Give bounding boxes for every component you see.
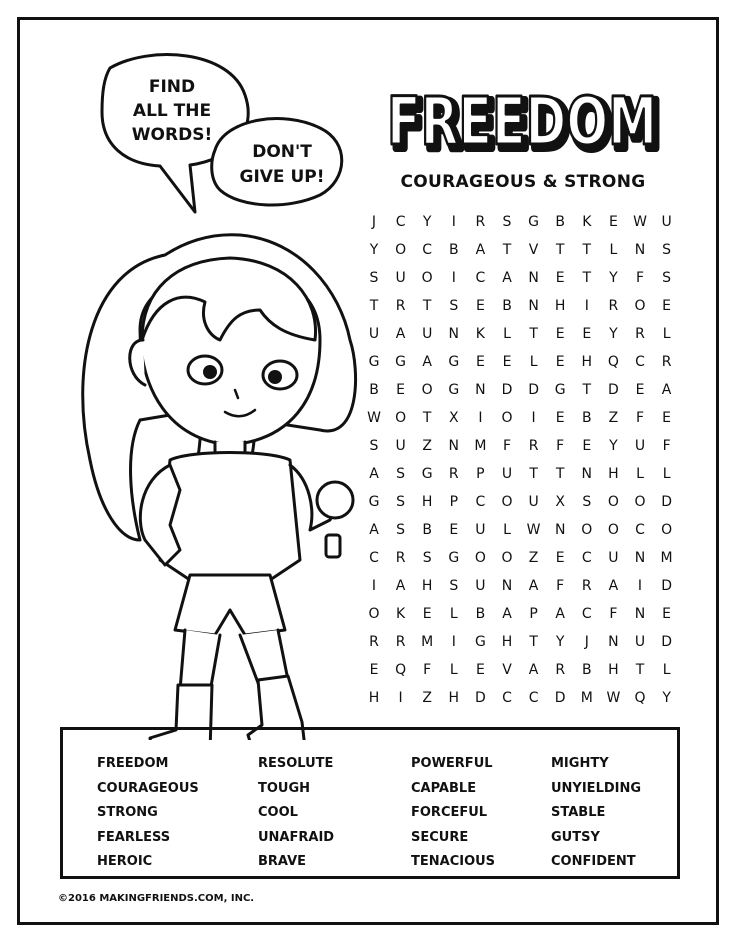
grid-letter[interactable]: T (582, 242, 592, 258)
grid-letter[interactable]: C (635, 522, 645, 538)
bubble-left-line-1: FIND (148, 77, 196, 97)
word-list-item: UNAFRAID (258, 829, 335, 845)
grid-letter[interactable]: L (503, 522, 511, 538)
grid-letter[interactable]: H (421, 494, 433, 510)
grid-letter[interactable]: Y (609, 438, 618, 454)
grid-letter[interactable]: O (634, 298, 646, 314)
grid-letter[interactable]: Y (369, 242, 379, 258)
grid-letter[interactable]: C (528, 690, 539, 706)
grid-letter[interactable]: L (636, 466, 644, 482)
grid-letter[interactable]: D (528, 382, 539, 398)
grid-row (360, 628, 682, 656)
grid-letter[interactable]: A (608, 578, 619, 594)
letter-grid (360, 208, 682, 712)
grid-letter[interactable]: E (662, 606, 672, 622)
grid-letter[interactable]: P (476, 466, 485, 482)
grid-letter[interactable]: H (501, 634, 513, 650)
grid-letter[interactable]: G (448, 382, 460, 398)
grid-row (360, 516, 682, 544)
grid-letter[interactable]: A (528, 578, 539, 594)
word-list-item: UNYIELDING (551, 780, 642, 796)
grid-letter[interactable]: E (475, 662, 485, 678)
word-list-item: STRONG (97, 805, 158, 820)
word-column-4 (551, 752, 641, 875)
grid-letter[interactable]: D (608, 382, 619, 398)
grid-letter[interactable]: G (474, 634, 486, 650)
grid-letter[interactable]: G (448, 354, 460, 370)
grid-row (360, 460, 682, 488)
word-list-item: TOUGH (258, 780, 311, 796)
grid-letter[interactable]: G (395, 354, 407, 370)
grid-letter[interactable]: W (526, 522, 541, 538)
grid-letter[interactable]: H (554, 298, 566, 314)
grid-letter[interactable]: L (503, 326, 511, 342)
grid-letter[interactable]: U (634, 634, 646, 650)
grid-row (360, 572, 682, 600)
grid-letter[interactable]: M (421, 634, 434, 650)
grid-letter[interactable]: D (554, 690, 566, 706)
grid-letter[interactable]: H (421, 578, 433, 594)
grid-letter[interactable]: A (661, 382, 672, 398)
grid-letter[interactable]: A (395, 326, 406, 342)
grid-letter[interactable]: T (502, 242, 512, 258)
grid-letter[interactable]: M (474, 438, 487, 454)
grid-letter[interactable]: I (371, 578, 377, 594)
word-list-item: GUTSY (551, 829, 600, 845)
grid-letter[interactable]: R (555, 662, 566, 678)
grid-letter[interactable]: R (528, 438, 539, 454)
grid-row (360, 488, 682, 516)
grid-letter[interactable]: T (422, 298, 432, 314)
grid-letter[interactable]: O (395, 410, 407, 426)
grid-letter[interactable]: G (528, 214, 540, 230)
word-column-3 (411, 752, 495, 875)
grid-letter[interactable]: J (371, 214, 377, 230)
word-list-item: COURAGEOUS (97, 780, 199, 796)
grid-letter[interactable]: R (635, 326, 645, 342)
grid-letter[interactable]: E (369, 662, 379, 678)
grid-letter[interactable]: S (369, 438, 379, 454)
grid-letter[interactable]: E (662, 298, 672, 314)
grid-letter[interactable]: B (448, 242, 459, 258)
grid-letter[interactable]: D (475, 690, 486, 706)
grid-letter[interactable]: I (451, 634, 456, 650)
grid-letter[interactable]: Y (609, 270, 618, 286)
grid-letter[interactable]: E (555, 550, 565, 566)
character-illustration (30, 40, 370, 740)
grid-letter[interactable]: U (368, 326, 380, 342)
grid-letter[interactable]: C (422, 242, 433, 258)
grid-letter[interactable]: U (608, 550, 619, 566)
word-list-item: CAPABLE (411, 780, 477, 796)
grid-letter[interactable]: N (634, 242, 646, 258)
title-text: FREEDOM (387, 83, 657, 160)
grid-letter[interactable]: Z (528, 550, 539, 566)
svg-text:FREEDOM: FREEDOM (391, 87, 661, 164)
grid-letter[interactable]: D (501, 382, 513, 398)
grid-letter[interactable]: I (451, 270, 456, 286)
grid-letter[interactable]: X (449, 410, 459, 426)
puzzle-title (380, 72, 665, 164)
grid-letter[interactable]: X (555, 494, 565, 510)
grid-letter[interactable]: L (529, 354, 538, 370)
grid-letter[interactable]: E (555, 270, 565, 286)
grid-letter[interactable]: T (529, 466, 538, 482)
grid-letter[interactable]: E (582, 326, 592, 342)
grid-letter[interactable]: T (555, 242, 565, 258)
grid-letter[interactable]: Q (607, 354, 619, 370)
grid-letter[interactable]: E (422, 606, 432, 622)
grid-letter[interactable]: H (581, 354, 593, 370)
grid-letter[interactable]: L (662, 326, 671, 342)
grid-letter[interactable]: G (448, 550, 460, 566)
jacket (160, 453, 300, 581)
grid-letter[interactable]: E (475, 298, 485, 314)
grid-letter[interactable]: R (608, 298, 619, 314)
grid-letter[interactable]: I (637, 578, 643, 594)
grid-letter[interactable]: G (368, 494, 380, 510)
grid-letter[interactable]: F (423, 662, 432, 678)
bubble-right-line-1: DON'T (252, 142, 312, 162)
grid-letter[interactable]: O (581, 522, 593, 538)
bubble-left-line-2: ALL THE (132, 101, 212, 121)
grid-letter[interactable]: I (531, 410, 536, 426)
grid-letter[interactable]: P (529, 606, 538, 622)
grid-letter[interactable]: E (502, 354, 512, 370)
grid-letter[interactable]: O (661, 522, 673, 538)
grid-letter[interactable]: T (369, 298, 379, 314)
grid-letter[interactable]: A (475, 242, 486, 258)
grid-row (360, 656, 682, 684)
grid-letter[interactable]: O (501, 410, 513, 426)
grid-letter[interactable]: R (448, 466, 459, 482)
grid-letter[interactable]: S (662, 270, 672, 286)
grid-letter[interactable]: U (395, 438, 406, 454)
grid-letter[interactable]: I (398, 690, 403, 706)
grid-letter[interactable]: Y (422, 214, 432, 230)
grid-letter[interactable]: B (369, 382, 379, 398)
grid-letter[interactable]: W (606, 690, 621, 706)
grid-letter[interactable]: F (635, 410, 645, 426)
word-list-item: CONFIDENT (551, 854, 636, 869)
grid-letter[interactable]: N (448, 326, 460, 342)
grid-letter[interactable]: A (422, 354, 432, 370)
puzzle-subtitle: COURAGEOUS & STRONG (400, 172, 646, 192)
grid-letter[interactable]: B (581, 410, 592, 426)
grid-letter[interactable]: N (554, 522, 566, 538)
grid-letter[interactable]: E (449, 522, 459, 538)
grid-letter[interactable]: U (501, 466, 513, 482)
grid-letter[interactable]: S (396, 494, 406, 510)
grid-letter[interactable]: R (581, 578, 592, 594)
grid-letter[interactable]: O (607, 494, 619, 510)
grid-letter[interactable]: V (528, 242, 539, 258)
grid-letter[interactable]: S (369, 270, 379, 286)
grid-letter[interactable]: H (608, 466, 619, 482)
grid-letter[interactable]: I (451, 214, 456, 230)
grid-letter[interactable]: G (421, 466, 433, 482)
grid-letter[interactable]: E (662, 410, 672, 426)
grid-letter[interactable]: U (395, 270, 406, 286)
grid-letter[interactable]: P (449, 494, 459, 510)
grid-letter[interactable]: C (581, 606, 592, 622)
grid-letter[interactable]: E (635, 382, 645, 398)
grid-letter[interactable]: B (555, 214, 565, 230)
grid-letter[interactable]: I (478, 410, 483, 426)
grid-letter[interactable]: U (634, 438, 646, 454)
grid-letter[interactable]: D (661, 634, 672, 650)
grid-letter[interactable]: A (555, 606, 565, 622)
grid-letter[interactable]: T (582, 382, 592, 398)
grid-letter[interactable]: R (369, 634, 379, 650)
grid-letter[interactable]: N (528, 298, 539, 314)
grid-letter[interactable]: A (369, 466, 379, 482)
grid-letter[interactable]: C (395, 214, 406, 230)
grid-letter[interactable]: R (475, 214, 486, 230)
grid-letter[interactable]: L (609, 242, 618, 258)
grid-letter[interactable]: O (634, 494, 646, 510)
grid-letter[interactable]: M (660, 550, 673, 566)
word-list-item: BRAVE (258, 854, 307, 869)
grid-letter[interactable]: Z (422, 690, 432, 706)
grid-row (360, 544, 682, 572)
grid-letter[interactable]: N (528, 270, 539, 286)
word-list-item: POWERFUL (411, 756, 493, 771)
grid-letter[interactable]: N (608, 634, 619, 650)
grid-letter[interactable]: D (661, 494, 672, 510)
grid-row (360, 264, 682, 292)
grid-letter[interactable]: W (633, 214, 647, 230)
copyright-notice: ©2016 MAKINGFRIENDS.COM, INC. (58, 893, 255, 904)
grid-letter[interactable]: S (502, 214, 512, 230)
grid-row (360, 684, 682, 712)
grid-row (360, 432, 682, 460)
grid-row (360, 404, 682, 432)
grid-letter[interactable]: C (635, 354, 645, 370)
grid-letter[interactable]: Q (634, 690, 646, 706)
grid-letter[interactable]: S (662, 242, 672, 258)
grid-letter[interactable]: J (584, 634, 589, 650)
word-column-1 (97, 752, 199, 875)
grid-letter[interactable]: V (502, 662, 512, 678)
grid-letter[interactable]: O (607, 522, 619, 538)
grid-letter[interactable]: E (475, 354, 485, 370)
grid-letter[interactable]: F (609, 606, 618, 622)
grid-row (360, 236, 682, 264)
word-list-item: RESOLUTE (258, 756, 334, 771)
grid-letter[interactable]: L (662, 662, 671, 678)
grid-letter[interactable]: O (421, 270, 433, 286)
word-list-item: SECURE (411, 829, 469, 845)
grid-letter[interactable]: N (448, 438, 460, 454)
grid-letter[interactable]: C (581, 550, 592, 566)
grid-letter[interactable]: B (422, 522, 432, 538)
grid-letter[interactable]: T (582, 270, 592, 286)
grid-letter[interactable]: O (474, 550, 486, 566)
grid-row (360, 348, 682, 376)
grid-letter[interactable]: F (635, 270, 645, 286)
grid-letter[interactable]: O (368, 606, 380, 622)
grid-letter[interactable]: T (529, 634, 538, 650)
grid-letter[interactable]: L (662, 466, 671, 482)
grid-letter[interactable]: O (421, 382, 433, 398)
grid-letter[interactable]: C (369, 550, 379, 566)
grid-letter[interactable]: U (422, 326, 433, 342)
grid-letter[interactable]: S (449, 298, 459, 314)
grid-row (360, 320, 682, 348)
grid-letter[interactable]: U (475, 578, 486, 594)
grid-letter[interactable]: O (501, 494, 513, 510)
grid-letter[interactable]: G (368, 354, 380, 370)
grid-letter[interactable]: E (555, 326, 565, 342)
grid-letter[interactable]: E (582, 438, 592, 454)
grid-letter[interactable]: O (501, 550, 513, 566)
grid-letter[interactable]: E (555, 410, 565, 426)
grid-letter[interactable]: G (554, 382, 566, 398)
grid-letter[interactable]: B (502, 298, 512, 314)
grid-letter[interactable]: K (475, 326, 485, 342)
grid-letter[interactable]: T (422, 410, 432, 426)
grid-letter[interactable]: S (449, 578, 459, 594)
word-list-item: FREEDOM (97, 756, 169, 771)
grid-letter[interactable]: C (475, 494, 486, 510)
grid-letter[interactable]: E (396, 382, 406, 398)
grid-row (360, 376, 682, 404)
grid-letter[interactable]: A (369, 522, 379, 538)
grid-letter[interactable]: N (501, 578, 513, 594)
word-list-item: COOL (258, 805, 298, 820)
grid-letter[interactable]: U (475, 522, 486, 538)
grid-letter[interactable]: F (556, 438, 565, 454)
grid-row (360, 208, 682, 236)
grid-letter[interactable]: S (396, 466, 406, 482)
bubble-right-line-2: GIVE UP! (239, 167, 325, 187)
grid-letter[interactable]: N (634, 606, 646, 622)
grid-letter[interactable]: C (475, 270, 486, 286)
grid-letter[interactable]: N (475, 382, 486, 398)
grid-letter[interactable]: A (395, 578, 406, 594)
grid-letter[interactable]: H (448, 690, 460, 706)
grid-letter[interactable]: B (475, 606, 486, 622)
grid-letter[interactable]: Z (608, 410, 619, 426)
grid-letter[interactable]: L (449, 606, 458, 622)
grid-letter[interactable]: Q (395, 662, 407, 678)
grid-letter[interactable]: Y (662, 690, 671, 706)
grid-letter[interactable]: W (367, 410, 381, 426)
grid-letter[interactable]: N (581, 466, 593, 482)
grid-letter[interactable]: U (661, 214, 672, 230)
grid-letter[interactable]: E (555, 354, 565, 370)
grid-letter[interactable]: T (555, 466, 565, 482)
grid-letter[interactable]: R (661, 354, 672, 370)
grid-letter[interactable]: S (396, 522, 406, 538)
grid-letter[interactable]: Y (555, 634, 565, 650)
grid-letter[interactable]: R (395, 298, 406, 314)
grid-letter[interactable]: H (368, 690, 380, 706)
grid-letter[interactable]: F (502, 438, 512, 454)
grid-letter[interactable]: M (580, 690, 593, 706)
grid-letter[interactable]: K (396, 606, 406, 622)
grid-letter[interactable]: F (556, 578, 565, 594)
word-list-item: STABLE (551, 805, 606, 820)
grid-letter[interactable]: A (502, 270, 512, 286)
grid-letter[interactable]: Y (609, 326, 618, 342)
word-list-box (60, 727, 680, 879)
grid-letter[interactable]: L (449, 662, 458, 678)
grid-letter[interactable]: E (608, 214, 618, 230)
grid-letter[interactable]: S (422, 550, 432, 566)
grid-letter[interactable]: O (395, 242, 407, 258)
grid-letter[interactable]: I (584, 298, 589, 314)
grid-letter[interactable]: T (529, 326, 538, 342)
grid-letter[interactable]: F (662, 438, 671, 454)
grid-letter[interactable]: U (528, 494, 539, 510)
grid-row (360, 600, 682, 628)
grid-letter[interactable]: T (635, 662, 645, 678)
grid-letter[interactable]: K (582, 214, 592, 230)
word-list-item: MIGHTY (551, 756, 609, 771)
word-list-item: TENACIOUS (411, 854, 496, 869)
grid-letter[interactable]: D (661, 578, 672, 594)
grid-letter[interactable]: C (502, 690, 512, 706)
grid-letter[interactable]: H (608, 662, 619, 678)
grid-letter[interactable]: A (502, 606, 512, 622)
grid-row (360, 292, 682, 320)
word-list-item: FORCEFUL (411, 805, 488, 820)
grid-letter[interactable]: S (582, 494, 592, 510)
word-list-item: HEROIC (97, 854, 153, 869)
grid-letter[interactable]: R (395, 634, 406, 650)
bubble-left-line-3: WORDS! (131, 125, 213, 145)
grid-letter[interactable]: R (395, 550, 406, 566)
grid-letter[interactable]: B (581, 662, 592, 678)
word-column-2 (258, 752, 334, 875)
word-list-item: FEARLESS (97, 829, 171, 845)
shorts (175, 575, 285, 635)
grid-letter[interactable]: N (634, 550, 646, 566)
grid-letter[interactable]: Z (422, 438, 432, 454)
grid-letter[interactable]: A (528, 662, 539, 678)
